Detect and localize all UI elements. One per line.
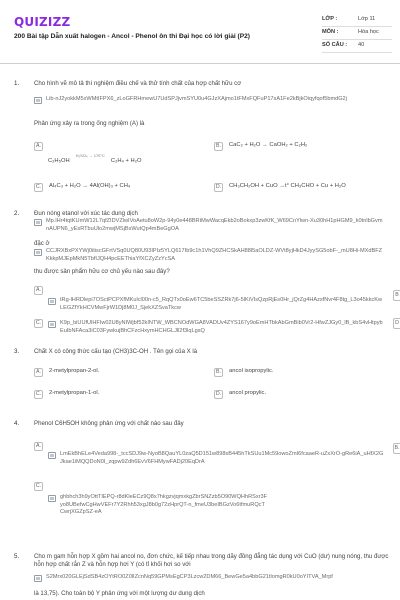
option-b[interactable] xyxy=(214,368,273,377)
option-text: ancol isopropylic. xyxy=(229,368,274,374)
meta-row-mon xyxy=(322,27,392,40)
broken-image xyxy=(34,248,384,263)
meta-label: SỐ CÂU : xyxy=(322,42,348,49)
image-icon xyxy=(34,575,42,582)
option-a[interactable] xyxy=(34,368,99,377)
image-alt-text: S2Mrx020GLEjSdSB4zOYtRO0Z0lIZcnNq59GPMsEgCP3Lzcw2DM66_BewGe5a4bbG21tlomgR0kU0oYITVA_Mrpf xyxy=(46,574,333,580)
option-letter-badge: C. xyxy=(34,482,43,491)
q4-option-b-badge-clipped[interactable]: B. xyxy=(393,443,400,454)
product: C₂H₄ + H₂O xyxy=(110,158,142,164)
question-text-continued: đặc ở xyxy=(34,240,50,247)
question-text: Cho hình vẽ mô tả thí nghiệm điều chế và thử tính chất của hợp chất hữu cơ xyxy=(34,80,242,87)
broken-image xyxy=(34,96,384,104)
question-number: 3. xyxy=(14,348,20,355)
reaction-condition: H₂SO₄ → 170°C xyxy=(75,153,105,158)
question-text: Chất X có công thức cấu tạo (CH3)3C-OH . Tên gọi của X là xyxy=(34,348,198,355)
option-letter-badge: B. xyxy=(214,142,223,151)
page-title: 200 Bài tập Dẫn xuất halogen - Ancol - Phenol ôn thi Đại học có lời giải (P2) xyxy=(14,33,250,40)
worksheet-header xyxy=(0,0,400,64)
question-number: 5. xyxy=(14,553,20,560)
option-letter-badge: A. xyxy=(34,286,43,295)
question-text: Phenol C6H5OH không phản ứng với chất nào sau đây xyxy=(34,420,184,427)
option-letter-badge: C. xyxy=(34,390,43,399)
option-a-image xyxy=(48,297,384,312)
option-text: Al₄C₃ + H₂O → 4Al(OH)₃ + CH₄ xyxy=(49,183,131,189)
meta-row-lop xyxy=(322,14,392,27)
option-letter-badge: C. xyxy=(34,183,43,192)
image-alt-text: ghbhch3h9yOttTIEPQ-r8dKleECz9Q8x7hkgzvjqmxkgZbrSNZzb5O90WQHhRSxr3Fyo8UBefwCgHwVEFr7Y2Rhh53xgJ8b0g72zHprQT-n_fmeU3beIBGzVo6tfmuRQcTCwrjXGZpSZ-eA xyxy=(60,494,268,516)
question-text: Cho m gam hỗn hợp X gồm hai ancol no, đơn chức, kế tiếp nhau trong dãy đồng đẳng tác dụng với CuO (dư) nung nóng, thu được hỗn hợp chất rắn Z và hỗn hợp hơi Y (có tỉ khối hơi so với xyxy=(34,553,391,569)
option-letter-badge: C. xyxy=(34,319,43,328)
question-2 xyxy=(14,210,390,340)
option-d[interactable] xyxy=(214,390,266,399)
question-text: Đun nóng etanol với xúc tác dung dịch xyxy=(34,210,138,217)
option-letter-badge: A. xyxy=(34,368,43,377)
image-alt-text: Mp.lHr4tqtKUmW12L7qfZIDVZlwIVoAetu8oW2p-94y0e448BRtMwWacqEkb2oBokxp3zwKfK_W69CnYlwn-Xu30hH1pHGM9_k0tnlbGvmnAUPN6_yEsRTbuUlo2mwjMSjBsWutQp4mBeGgOA xyxy=(46,218,383,232)
image-icon xyxy=(34,249,42,256)
option-text: ancol propylic. xyxy=(229,390,267,396)
meta-label: MÔN : xyxy=(322,29,339,36)
image-alt-text: LmEkBhELe4Veda998-_tccSDJ9w-NyoB8QauYL0zaQ5D151w898sB445hTkSUu1Mc59owoZmI6fcaaeR-uZxXrO-gRe6iA_uHfX2GJkae1iMQQDoN0I_zqpw9Zdh6EvV6FHMywFADj20EqDrA xyxy=(60,451,384,465)
meta-value: Hóa học xyxy=(358,29,379,36)
option-a[interactable] xyxy=(34,286,374,295)
image-icon xyxy=(34,97,42,104)
question-1 xyxy=(14,80,390,200)
question-prompt: Phản ứng xảy ra trong ống nghiệm (A) là xyxy=(34,120,145,127)
question-number: 4. xyxy=(14,420,20,427)
option-b-badge-clipped[interactable]: B xyxy=(393,290,400,301)
broken-image xyxy=(34,574,384,582)
question-3 xyxy=(14,348,390,408)
image-icon xyxy=(48,452,56,459)
option-a-reaction xyxy=(48,153,142,166)
option-c-image xyxy=(48,494,268,517)
meta-value: 40 xyxy=(358,42,365,49)
reagent: C₂H₅OH xyxy=(48,158,70,164)
image-alt-text: tRg-lHRDlepi7OSctPCPXfMKulcl00n-c5_RqQTx0oEw6TC5beSSZRk7j6-5lKiVIsQzpRjEs0Hr_jQrZg4HAzsfNvr4F8tg_L3o45kkcKwLEGZfYkHCVMwFjrW1Dj8M0J_SjekXZSvaTkcw xyxy=(60,297,383,311)
option-d[interactable] xyxy=(214,183,346,192)
option-text: CH₃CH₂OH + CuO →t° CH₃CHO + Cu + H₂O xyxy=(229,183,346,189)
option-a[interactable] xyxy=(34,442,43,451)
option-d-badge-clipped[interactable]: D xyxy=(393,318,400,329)
meta-label: LỚP : xyxy=(322,16,338,23)
option-c[interactable] xyxy=(34,390,99,399)
option-c-image xyxy=(48,320,384,335)
image-icon xyxy=(34,219,42,226)
question-4 xyxy=(14,420,390,530)
question-number: 2. xyxy=(14,210,20,217)
quizizz-logo: QUIZIZZ xyxy=(14,15,71,29)
option-c[interactable] xyxy=(34,183,130,192)
option-letter-badge: A. xyxy=(34,442,43,451)
image-alt-text: Lib-nJ2yokkM5xWMtIFPX6_zLoGFRHmewU7UdSPJjvmSYU0u4GJzXAjmo1tFMxFQFuP17sA1Fe2kBjkOiqyfqof5bmdG2j xyxy=(46,96,347,102)
meta-row-so-cau xyxy=(322,40,392,53)
option-b[interactable] xyxy=(214,142,307,151)
option-c[interactable] xyxy=(34,482,43,491)
image-icon xyxy=(48,495,56,502)
option-letter-badge: A. xyxy=(34,142,43,151)
question-5 xyxy=(14,553,390,600)
image-alt-text: K9p_biUUfUlHFIw02U8yNIWjbf52kINTW_WBCNOdWGA8VADUv4ZYS167y9oEmHTbkAbGmBib0Vr2-HfwZJGy0_lB_kbS4vHtpyb EuIbNFAca3iC03FywkujBhCFzcHxymHCHGLJll2f3lqLgsQ xyxy=(60,320,383,334)
image-alt-text: CCJRXBxPXYWj0itiscGFrtVSq0UQ80U93IPIz5YLQ617Ib9c1h1VhQ9ZHCSkAH88l5aOLDZ-WVt8yjHkD4JyySG5obF-_mU8Hi-MXdBFZKkkpMJEpMkN5TbfIJQH4pcEEThiaYfXCZyZzYcSA xyxy=(46,248,383,262)
question-number: 1. xyxy=(14,80,20,87)
option-text: CaC₂ + H₂O → CaOH₂ + C₂H₂ xyxy=(229,142,308,148)
option-letter-badge: B. xyxy=(214,368,223,377)
option-text: 2-metylpropan-2-ol. xyxy=(49,368,100,374)
question-text-continued: là 13,75). Cho toàn bộ Y phản ứng với một lượng dư dung dịch xyxy=(34,590,205,597)
meta-table xyxy=(322,14,392,53)
question-prompt: thu được sản phẩm hữu cơ chủ yếu nào sau đây? xyxy=(34,268,170,275)
image-icon xyxy=(48,321,56,328)
broken-image xyxy=(34,218,384,233)
meta-value: Lớp 11 xyxy=(358,16,376,23)
option-text: 2-metylpropan-1-ol. xyxy=(49,390,100,396)
option-a-image xyxy=(48,451,384,466)
image-icon xyxy=(48,298,56,305)
option-letter-badge: D. xyxy=(214,390,223,399)
option-a[interactable] xyxy=(34,142,43,151)
option-letter-badge: D. xyxy=(214,183,223,192)
